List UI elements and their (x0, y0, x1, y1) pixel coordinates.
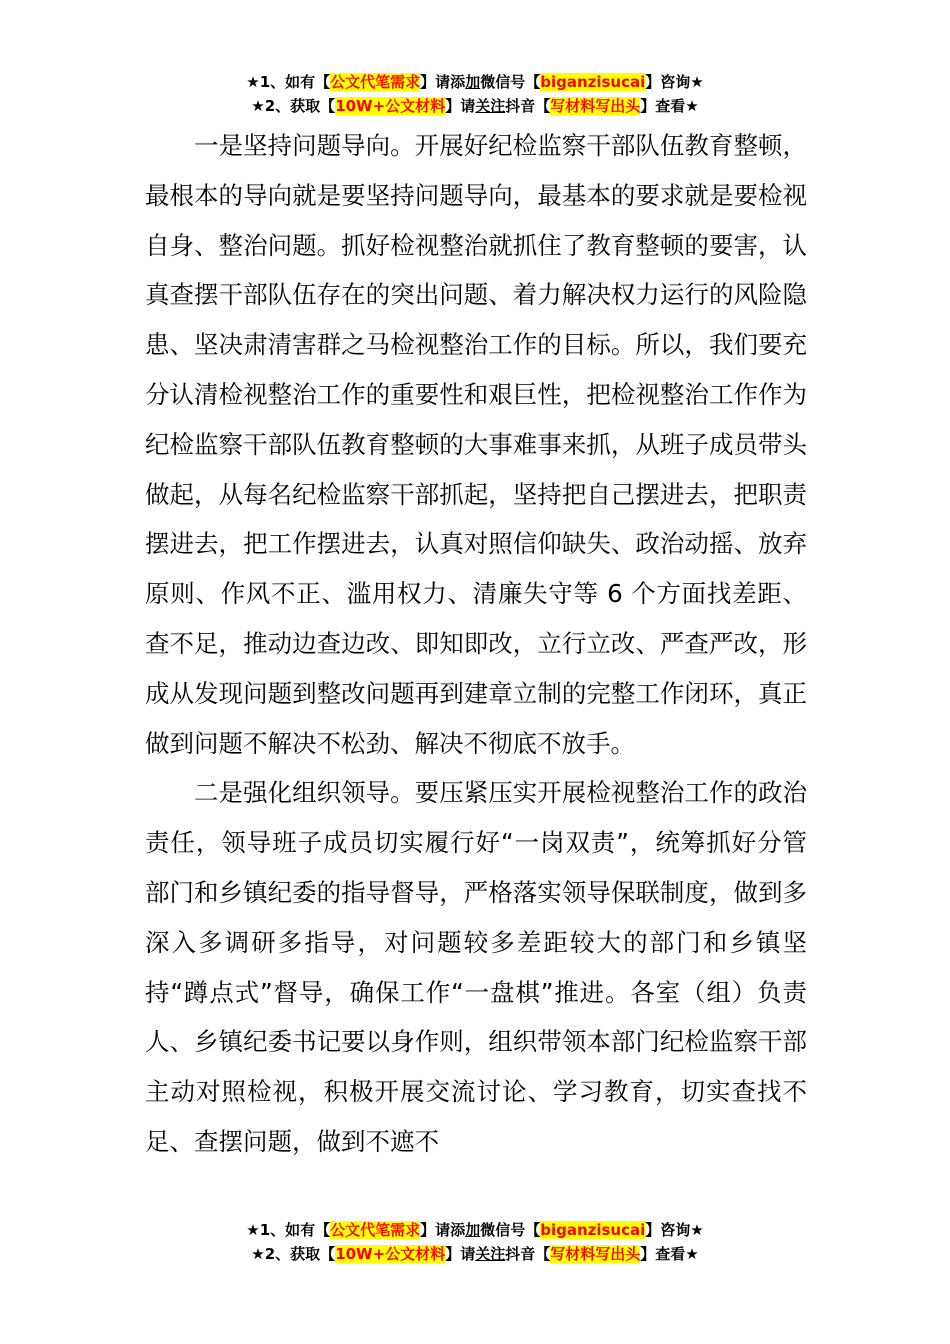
banner-text: 抖音【 (505, 97, 551, 115)
banner-highlight: 公文代笔需求 (330, 73, 421, 91)
banner-highlight: 写材料写出头 (550, 1245, 641, 1263)
footer-line-2 (0, 1242, 950, 1266)
document-body (145, 121, 807, 1167)
banner-text: 】查看★ (640, 97, 699, 115)
banner-line-1 (0, 70, 950, 94)
banner-highlight: biganzisucai (540, 73, 646, 91)
banner-line-2 (0, 94, 950, 118)
banner-text: 】请 (445, 1245, 476, 1263)
banner-highlight: 10W+公文材料 (335, 1245, 446, 1263)
banner-text: ★2、获取【 (251, 1245, 336, 1263)
banner-text: 】请 (445, 97, 476, 115)
banner-underline: 关注 (475, 1245, 506, 1263)
banner-text: 】请添 (420, 1221, 466, 1239)
banner-text: 】咨询★ (645, 73, 704, 91)
footer-line-1 (0, 1218, 950, 1242)
paragraph-2: 二是强化组织领导。要压紧压实开展检视整治工作的政治责任，领导班子成员切实履行好“一岗双责”，统筹抓好分管部门和乡镇纪委的指导督导，严格落实领导保联制度，做到多深入多调研多指导，对问题较多差距较大的部门和乡镇坚持“蹲点式”督导，确保工作“一盘棋”推进。各室（组）负责人、乡镇纪委书记要以身作则，组织带领本部门纪检监察干部主动对照检视，积极开展交流讨论、学习教育，切实查找不足、查摆问题，做到不遮不 (145, 778, 807, 1156)
banner-highlight: 写材料写出头 (550, 97, 641, 115)
banner-underline: 关注 (475, 97, 506, 115)
banner-underline: 加 (465, 1221, 481, 1239)
header-banner (0, 70, 950, 118)
banner-underline: 加 (465, 73, 481, 91)
banner-highlight: 公文代笔需求 (330, 1221, 421, 1239)
banner-text: ★2、获取【 (251, 97, 336, 115)
banner-text: ★1、如有【 (246, 1221, 331, 1239)
banner-text: 微信号【 (480, 1221, 541, 1239)
banner-text: ★1、如有【 (246, 73, 331, 91)
banner-highlight: 10W+公文材料 (335, 97, 446, 115)
banner-text: 】请添 (420, 73, 466, 91)
footer-banner (0, 1218, 950, 1266)
banner-text: 抖音【 (505, 1245, 551, 1263)
paragraph-1: 一是坚持问题导向。开展好纪检监察干部队伍教育整顿，最根本的导向就是要坚持问题导向，最基本的要求就是要检视自身、整治问题。抓好检视整治就抓住了教育整顿的要害，认真查摆干部队伍存在的突出问题、着力解决权力运行的风险隐患、坚决肃清害群之马检视整治工作的目标。所以，我们要充分认清检视整治工作的重要性和艰巨性，把检视整治工作作为纪检监察干部队伍教育整顿的大事难事来抓，从班子成员带头做起，从每名纪检监察干部抓起，坚持把自己摆进去，把职责摆进去，把工作摆进去，认真对照信仰缺失、政治动摇、放弃原则、作风不正、滥用权力、清廉失守等 6 个方面找差距、查不足，推动边查边改、即知即改，立行立改、严查严改，形成从发现问题到整改问题再到建章立制的完整工作闭环，真正做到问题不解决不松劲、解决不彻底不放手。 (145, 131, 807, 758)
banner-text: 】查看★ (640, 1245, 699, 1263)
banner-text: 】咨询★ (645, 1221, 704, 1239)
banner-text: 微信号【 (480, 73, 541, 91)
banner-highlight: biganzisucai (540, 1221, 646, 1239)
